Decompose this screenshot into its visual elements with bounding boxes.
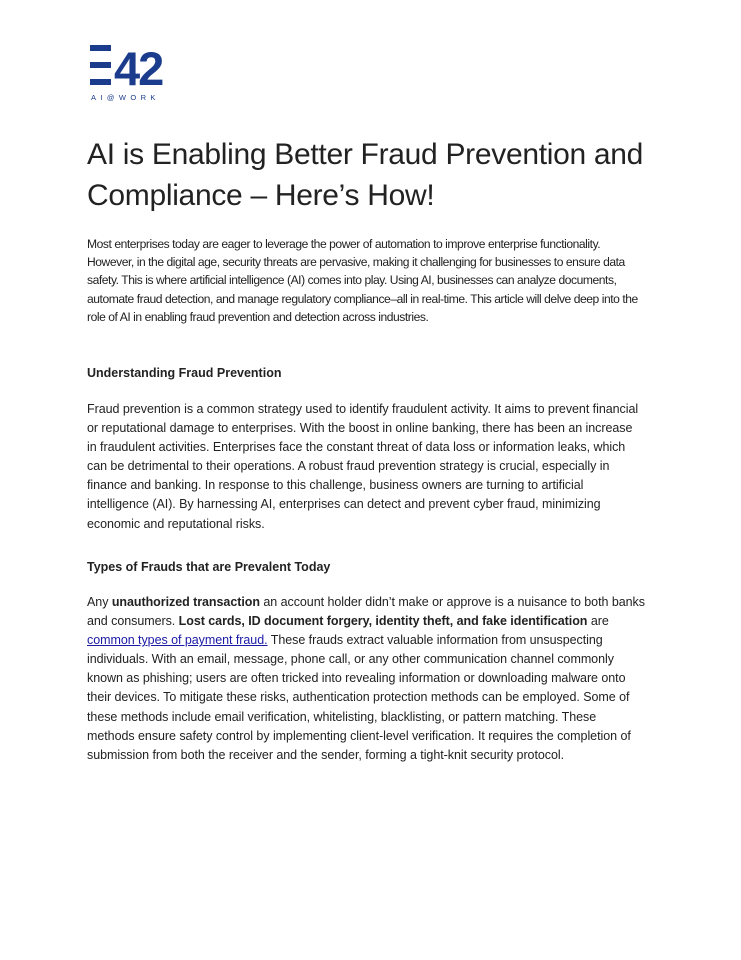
bold-run-fraud-types: Lost cards, ID document forgery, identity theft, and fake identification [178, 614, 588, 629]
text-run: an account holder didn’t make or approve is a nuisance to both banks and consumers. [87, 595, 645, 629]
section-paragraph-understanding: Fraud prevention is a common strategy used to identify fraudulent activity. It aims to prevent financial or reputational damage to enterprises. With the boost in online banking, there has been an increase in fraudulent activities. Enterprises face the constant threat of data loss or information leaks, which can be detrimental to their operations. A robust fraud prevention strategy is crucial, especially in finance and banking. In response to this challenge, business owners are turning to artificial intelligence (AI). By harnessing AI, enterprises can detect and prevent cyber fraud, minimizing economic and reputational risks. [87, 402, 639, 531]
text-run: are [587, 614, 609, 629]
e42-logo [89, 44, 189, 104]
svg-text:42: 42 [114, 44, 163, 90]
payment-fraud-link[interactable]: common types of payment fraud. [87, 633, 268, 648]
text-run: These frauds extract valuable information from unsuspecting individuals. With an email, message, phone call, or any other communication channel commonly known as phishing; users are often tricked into revealing information or downloading malware onto their devices. To mitigate these risks, authentication protection methods can be employed. Some of these methods include email verification, whitelisting, blacklisting, or pattern matching. These methods ensure safety control by implementing client-level verification. It requires the completion of submission from both the receiver and the sender, forming a tight-knit security protocol. [87, 633, 631, 762]
section-heading-understanding: Understanding Fraud Prevention [87, 366, 282, 380]
logo-tagline: AI@WORK [91, 93, 160, 102]
article-title: AI is Enabling Better Fraud Prevention and Compliance – Here’s How! [87, 138, 644, 212]
e42-logo-mark [89, 44, 189, 90]
section-heading-types: Types of Frauds that are Prevalent Today [87, 560, 331, 574]
bold-run-unauthorized: unauthorized transaction [111, 595, 260, 609]
text-run: Any [87, 595, 112, 609]
section-paragraph-types [87, 593, 645, 765]
intro-paragraph: Most enterprises today are eager to leverage the power of automation to improve enterprise functionality. However, in the digital age, security threats are pervasive, making it challenging for businesses to ensure data safety. This is where artificial intelligence (AI) comes into play. Using AI, businesses can analyze documents, automate fraud detection, and manage regulatory compliance–all in real-time. This article will delve deep into the role of AI in enabling fraud prevention and detection across industries. [87, 237, 638, 324]
